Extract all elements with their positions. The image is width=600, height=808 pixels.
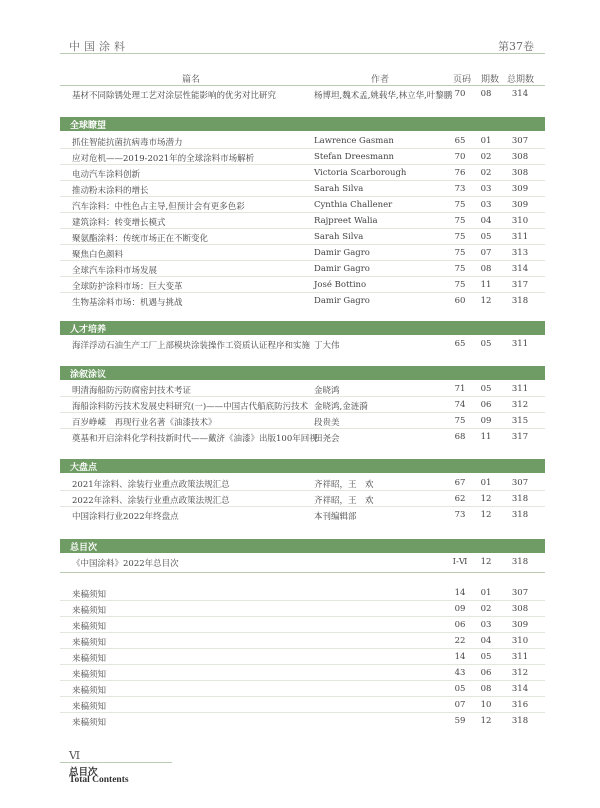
list-item (60, 601, 545, 617)
article-author: 本刊编辑部 (314, 512, 357, 522)
section-header (60, 539, 545, 553)
notice-title: 来稿须知 (72, 670, 107, 680)
article-author: Damir Gagro (314, 296, 370, 306)
list-item (60, 649, 545, 665)
article-total: 307 (511, 136, 529, 146)
article-total: 311 (511, 232, 529, 242)
article-total: 308 (511, 152, 529, 162)
article-issue: 09 (480, 416, 492, 426)
notice-page: 14 (454, 588, 466, 598)
table-row (60, 381, 545, 397)
footer-label-cn: 总目次 (69, 767, 98, 778)
table-row (60, 261, 545, 277)
article-page: 71 (454, 384, 466, 394)
column-header-page: 页码 (453, 75, 472, 85)
article-author: 田尧会 (314, 434, 340, 444)
article-page: 65 (454, 136, 466, 146)
footer-label-en: Total Contents (69, 775, 129, 785)
table-row (60, 554, 545, 570)
article-title: 推动粉末涂料的增长 (72, 186, 149, 196)
article-total: 308 (511, 168, 529, 178)
notice-title: 来稿须知 (72, 686, 107, 696)
article-issue: 01 (480, 136, 492, 146)
column-header-title: 篇名 (182, 75, 201, 85)
article-issue: 05 (480, 232, 492, 242)
table-row (60, 507, 545, 523)
article-total: 317 (511, 432, 529, 442)
article-issue: 12 (480, 557, 492, 567)
article-page: 62 (454, 494, 466, 504)
section-title: 全球瞭望 (70, 121, 107, 131)
article-title: 百岁峥嵘 再现行业名著《油漆技术》 (72, 418, 217, 428)
article-total: 311 (511, 339, 529, 349)
article-total: 309 (511, 200, 529, 210)
notice-title: 来稿须知 (72, 606, 107, 616)
article-page: 65 (454, 339, 466, 349)
column-header-total: 总期数 (507, 75, 535, 85)
article-author: José Bottino (314, 280, 367, 290)
article-title: 基材不同除锈处理工艺对涂层性能影响的优劣对比研究 (72, 91, 277, 101)
notice-issue: 05 (480, 652, 492, 662)
article-issue: 03 (480, 184, 492, 194)
table-row (60, 413, 545, 429)
article-author: Cynthia Challener (314, 200, 393, 210)
notice-issue: 12 (480, 716, 492, 726)
article-title: 全球防护涂料市场：巨大变革 (72, 282, 183, 292)
article-title: 奠基和开启涂料化学科技新时代——戴济《油漆》出版100年回视 (72, 434, 318, 444)
section-title: 涂叙涂议 (70, 370, 107, 380)
notice-title: 来稿须知 (72, 718, 107, 728)
notice-title: 来稿须知 (72, 622, 107, 632)
article-title: 建筑涂料：转变增长模式 (72, 218, 166, 228)
section-header (60, 117, 545, 131)
article-author: Damir Gagro (314, 248, 370, 258)
article-title: 应对危机——2019-2021年的全球涂料市场解析 (72, 154, 255, 164)
column-header-issue: 期数 (481, 75, 500, 85)
table-row (60, 197, 545, 213)
article-author: Sarah Silva (314, 184, 364, 194)
article-title: 生物基涂料市场：机遇与挑战 (72, 298, 183, 308)
section-header (60, 366, 545, 380)
table-row (60, 229, 545, 245)
notice-title: 来稿须知 (72, 654, 107, 664)
notice-total: 308 (511, 604, 529, 614)
article-title: 电动汽车涂料创新 (72, 170, 141, 180)
notice-issue: 06 (480, 668, 492, 678)
article-issue: 02 (480, 152, 492, 162)
notice-page: 09 (454, 604, 466, 614)
article-issue: 12 (480, 494, 492, 504)
article-title: 2022年涂料、涂装行业重点政策法规汇总 (72, 496, 230, 506)
article-page: Ⅰ-Ⅵ (452, 557, 468, 567)
notice-issue: 04 (480, 636, 492, 646)
article-total: 315 (511, 416, 529, 426)
notice-issue: 03 (480, 620, 492, 630)
notice-title: 来稿须知 (72, 638, 107, 648)
article-issue: 07 (480, 248, 492, 258)
article-issue: 02 (480, 168, 492, 178)
article-title: 2021年涂料、涂装行业重点政策法规汇总 (72, 480, 230, 490)
article-title: 聚氨酯涂料：传统市场正在不断变化 (72, 234, 209, 244)
article-page: 74 (454, 400, 466, 410)
section-title: 人才培养 (70, 325, 107, 335)
notice-issue: 02 (480, 604, 492, 614)
article-page: 75 (454, 416, 466, 426)
list-item (60, 665, 545, 681)
article-total: 317 (511, 280, 529, 290)
notice-page: 07 (454, 700, 466, 710)
table-row (60, 86, 545, 102)
section-title: 总目次 (70, 543, 98, 553)
article-author: Victoria Scarborough (314, 168, 407, 178)
table-row (60, 293, 545, 309)
notice-title: 来稿须知 (72, 702, 107, 712)
article-issue: 03 (480, 200, 492, 210)
notice-page: 14 (454, 652, 466, 662)
article-title: 抓住智能抗菌抗病毒市场潜力 (72, 138, 183, 148)
article-issue: 08 (480, 264, 492, 274)
article-title: 全球汽车涂料市场发展 (72, 266, 158, 276)
notice-page: 59 (454, 716, 466, 726)
table-row (60, 336, 545, 352)
table-row (60, 149, 545, 165)
notice-total: 312 (511, 668, 529, 678)
journal-name: 中国涂料 (69, 40, 129, 53)
article-title: 明清海船防污防腐密封技术考证 (72, 386, 192, 396)
table-row (60, 475, 545, 491)
article-total: 307 (511, 478, 529, 488)
article-author: 段贵美 (314, 418, 340, 428)
article-page: 70 (454, 152, 466, 162)
table-row (60, 491, 545, 507)
section-header (60, 459, 545, 473)
list-item (60, 617, 545, 633)
table-row (60, 181, 545, 197)
article-author: Stefan Dreesmann (314, 152, 395, 162)
article-issue: 06 (480, 400, 492, 410)
article-page: 75 (454, 280, 466, 290)
notice-issue: 10 (480, 700, 492, 710)
section-header (60, 321, 545, 335)
article-issue: 01 (480, 478, 492, 488)
article-page: 73 (454, 510, 466, 520)
article-page: 76 (454, 168, 466, 178)
article-author: 杨博坦,魏术孟,姚载华,林立华,叶黎鹏 (314, 91, 453, 101)
article-total: 310 (511, 216, 529, 226)
article-title: 海船涂料防污技术发展史料研究(一)——中国古代船底防污技术 (72, 402, 309, 412)
article-issue: 12 (480, 510, 492, 520)
article-author: 齐祥昭，王 欢 (314, 480, 374, 490)
article-total: 312 (511, 400, 529, 410)
article-issue: 12 (480, 296, 492, 306)
table-row (60, 429, 545, 445)
notice-issue: 08 (480, 684, 492, 694)
article-page: 60 (454, 296, 466, 306)
article-title: 海洋浮动石油生产工厂上部模块涂装操作工资质认证程序和实施 (72, 341, 311, 351)
notice-total: 314 (511, 684, 529, 694)
article-title: 聚焦白色颜料 (72, 250, 124, 260)
notice-total: 310 (511, 636, 529, 646)
article-title: 中国涂料行业2022年终盘点 (72, 512, 179, 522)
article-author: Lawrence Gasman (314, 136, 394, 146)
article-title: 汽车涂料：中性色占主导,但预计会有更多色彩 (72, 202, 245, 212)
column-header-author: 作者 (371, 75, 390, 85)
notice-issue: 01 (480, 588, 492, 598)
article-issue: 08 (480, 89, 492, 99)
article-total: 314 (511, 89, 529, 99)
notice-page: 22 (454, 636, 466, 646)
article-page: 75 (454, 200, 466, 210)
notice-page: 43 (454, 668, 466, 678)
article-page: 70 (454, 89, 466, 99)
notice-total: 309 (511, 620, 529, 630)
article-page: 75 (454, 232, 466, 242)
list-item (60, 697, 545, 713)
list-item (60, 713, 545, 729)
article-page: 75 (454, 216, 466, 226)
section-title: 大盘点 (70, 463, 98, 473)
article-author: 齐祥昭，王 欢 (314, 496, 374, 506)
notice-page: 06 (454, 620, 466, 630)
notice-title: 来稿须知 (72, 590, 107, 600)
article-total: 313 (511, 248, 529, 258)
table-row (60, 213, 545, 229)
notice-page: 05 (454, 684, 466, 694)
article-issue: 11 (480, 280, 492, 290)
article-total: 318 (511, 494, 529, 504)
header-divider (60, 53, 545, 54)
list-item (60, 585, 545, 601)
article-page: 75 (454, 248, 466, 258)
article-author: 金晓鸿,金涟漪 (314, 402, 368, 412)
list-item (60, 681, 545, 697)
article-author: Sarah Silva (314, 232, 364, 242)
article-author: Damir Gagro (314, 264, 370, 274)
table-row (60, 245, 545, 261)
table-row (60, 133, 545, 149)
article-page: 67 (454, 478, 466, 488)
article-total: 318 (511, 510, 529, 520)
page-number: Ⅵ (69, 749, 81, 762)
notice-total: 316 (511, 700, 529, 710)
table-row (60, 165, 545, 181)
volume-label: 第37卷 (498, 40, 534, 53)
notice-total: 318 (511, 716, 529, 726)
section-divider (60, 572, 545, 573)
article-author: 金晓鸿 (314, 386, 340, 396)
article-page: 68 (454, 432, 466, 442)
article-total: 318 (511, 557, 529, 567)
footer-divider (60, 762, 172, 763)
table-row (60, 277, 545, 293)
notice-total: 307 (511, 588, 529, 598)
table-row (60, 397, 545, 413)
list-item (60, 633, 545, 649)
article-total: 318 (511, 296, 529, 306)
article-issue: 05 (480, 384, 492, 394)
article-total: 314 (511, 264, 529, 274)
article-total: 311 (511, 384, 529, 394)
article-issue: 04 (480, 216, 492, 226)
notice-total: 311 (511, 652, 529, 662)
article-author: 丁大伟 (314, 341, 340, 351)
article-page: 75 (454, 264, 466, 274)
article-issue: 05 (480, 339, 492, 349)
article-total: 309 (511, 184, 529, 194)
article-title: 《中国涂料》2022年总目次 (72, 559, 179, 569)
article-author: Rajpreet Walia (314, 216, 378, 226)
article-page: 73 (454, 184, 466, 194)
article-issue: 11 (480, 432, 492, 442)
